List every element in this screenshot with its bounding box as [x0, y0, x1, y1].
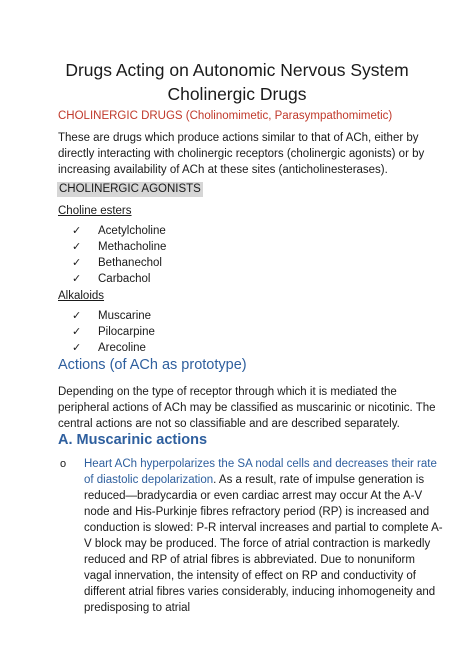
page-subtitle: Cholinergic Drugs	[167, 84, 307, 104]
check-icon: ✓	[72, 342, 82, 354]
check-icon: ✓	[72, 241, 82, 253]
actions-heading: Actions (of ACh as prototype)	[58, 357, 247, 373]
heart-lead-text: Heart ACh hyperpolarizes the SA nodal cells and decreases their rate of diastolic depolarization	[84, 458, 437, 486]
list-item	[72, 325, 155, 340]
list-item-label: Pilocarpine	[98, 326, 155, 338]
list-item	[72, 272, 150, 287]
list-item-label: Methacholine	[98, 241, 167, 253]
check-icon: ✓	[72, 273, 82, 285]
check-icon: ✓	[72, 225, 82, 237]
intro-paragraph: These are drugs which produce actions similar to that of ACh, either by directly interacting with cholinergic receptors (cholinergic agonists) or by increasing availability of ACh at these sites (anticholinesterases).	[58, 132, 425, 176]
cholinergic-agonists-heading: CHOLINERGIC AGONISTS	[59, 183, 201, 195]
choline-esters-heading: Choline esters	[58, 205, 132, 217]
check-icon: ✓	[72, 257, 82, 269]
list-item-label: Bethanechol	[98, 257, 162, 269]
list-item	[72, 341, 146, 356]
cholinergic-drugs-heading: CHOLINERGIC DRUGS (Cholinomimetic, Parasympathomimetic)	[58, 110, 393, 122]
bullet-icon: o	[60, 458, 67, 470]
check-icon: ✓	[72, 310, 82, 322]
list-item-label: Carbachol	[98, 273, 151, 285]
list-item	[72, 224, 166, 239]
list-item	[72, 256, 162, 271]
actions-paragraph: Depending on the type of receptor through which it is mediated the peripheral actions of ACh may be classified as muscarinic or nicotinic. The central actions are not so classifiable and are described separately.	[58, 386, 436, 430]
list-item-label: Muscarine	[98, 310, 152, 322]
heart-paragraph	[84, 456, 444, 616]
alkaloids-heading: Alkaloids	[58, 290, 105, 302]
heart-body-text: . As a result, rate of impulse generation is reduced—bradycardia or even cardiac arrest may occur At the A-V node and His-Purkinje fibres refractory period (RP) is increased and conduction is slowed: P-R interval increases and partial to complete A-V block may be produced. The force of atrial contraction is markedly reduced and RP of atrial fibres is abbreviated. Due to nonuniform vagal innervation, the intensity of effect on RP and conductivity of different atrial fibres varies considerably, inducing inhomogeneity and predisposing to atrial	[84, 474, 443, 614]
list-item-label: Arecoline	[98, 342, 146, 354]
check-icon: ✓	[72, 326, 82, 338]
list-item	[72, 240, 166, 255]
page-title: Drugs Acting on Autonomic Nervous System	[65, 60, 409, 80]
list-item	[72, 309, 151, 324]
list-item-label: Acetylcholine	[98, 225, 166, 237]
muscarinic-actions-heading: A. Muscarinic actions	[58, 432, 208, 448]
